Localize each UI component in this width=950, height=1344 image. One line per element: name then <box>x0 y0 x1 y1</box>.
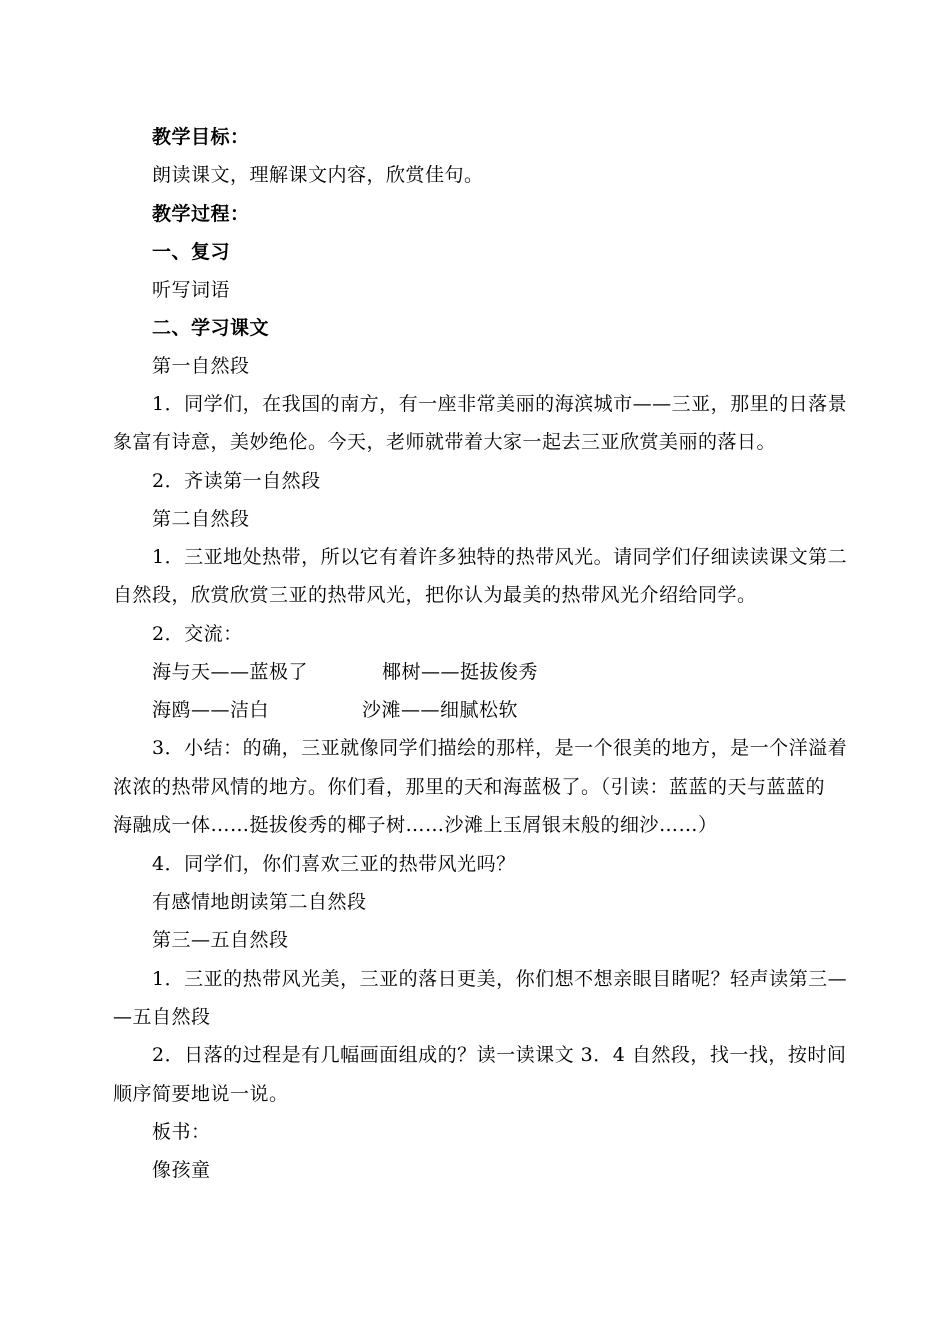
para1-item1-line1: 1．同学们，在我国的南方，有一座非常美丽的海滨城市——三亚，那里的日落景 <box>152 393 848 415</box>
para1-item1-line2: 象富有诗意，美妙绝伦。今天，老师就带着大家一起去三亚欣赏美丽的落日。 <box>113 431 777 453</box>
board-item1: 像孩童 <box>152 1159 211 1181</box>
para2-item3-line1: 3．小结：的确，三亚就像同学们描绘的那样，是一个很美的地方，是一个洋溢着 <box>152 737 848 759</box>
para1-item2: 2．齐读第一自然段 <box>152 470 321 492</box>
review-heading: 一、复习 <box>152 241 231 263</box>
pair2-right: 沙滩——细腻松软 <box>362 699 519 721</box>
para2-item2: 2．交流： <box>152 623 243 645</box>
para35-item1-line2: —五自然段 <box>113 1006 211 1028</box>
para1-heading: 第一自然段 <box>152 355 250 377</box>
para2-item1-line1: 1．三亚地处热带，所以它有着许多独特的热带风光。请同学们仔细读读课文第二 <box>152 546 848 568</box>
process-heading: 教学过程： <box>152 203 250 225</box>
para2-item4: 4．同学们，你们喜欢三亚的热带风光吗？ <box>152 853 516 875</box>
review-text: 听写词语 <box>152 279 231 301</box>
para35-item1-line1: 1．三亚的热带风光美，三亚的落日更美，你们想不想亲眼目睹呢？轻声读第三— <box>152 968 848 990</box>
para2-item1-line2: 自然段，欣赏欣赏三亚的热带风光，把你认为最美的热带风光介绍给同学。 <box>113 584 757 606</box>
para35-item2-line2: 顺序简要地说一说。 <box>113 1083 289 1105</box>
board-heading: 板书： <box>152 1121 211 1143</box>
para35-heading: 第三—五自然段 <box>152 929 289 951</box>
para2-heading: 第二自然段 <box>152 508 250 530</box>
objective-text: 朗读课文，理解课文内容，欣赏佳句。 <box>152 164 484 186</box>
para2-item3-line2: 浓浓的热带风情的地方。你们看，那里的天和海蓝极了。（引读：蓝蓝的天与蓝蓝的 <box>113 776 826 798</box>
pair1-right: 椰树——挺拔俊秀 <box>382 661 539 683</box>
pair2-left: 海鸥——洁白 <box>152 699 270 721</box>
para2-read: 有感情地朗读第二自然段 <box>152 891 367 913</box>
para35-item2-line1: 2．日落的过程是有几幅画面组成的？读一读课文 3．4 自然段，找一找，按时间 <box>152 1044 847 1066</box>
pair1-left: 海与天——蓝极了 <box>152 661 309 683</box>
objective-heading: 教学目标： <box>152 126 250 148</box>
study-heading: 二、学习课文 <box>152 317 270 339</box>
para2-item3-line3: 海融成一体……挺拔俊秀的椰子树……沙滩上玉屑银末般的细沙……） <box>113 814 718 836</box>
